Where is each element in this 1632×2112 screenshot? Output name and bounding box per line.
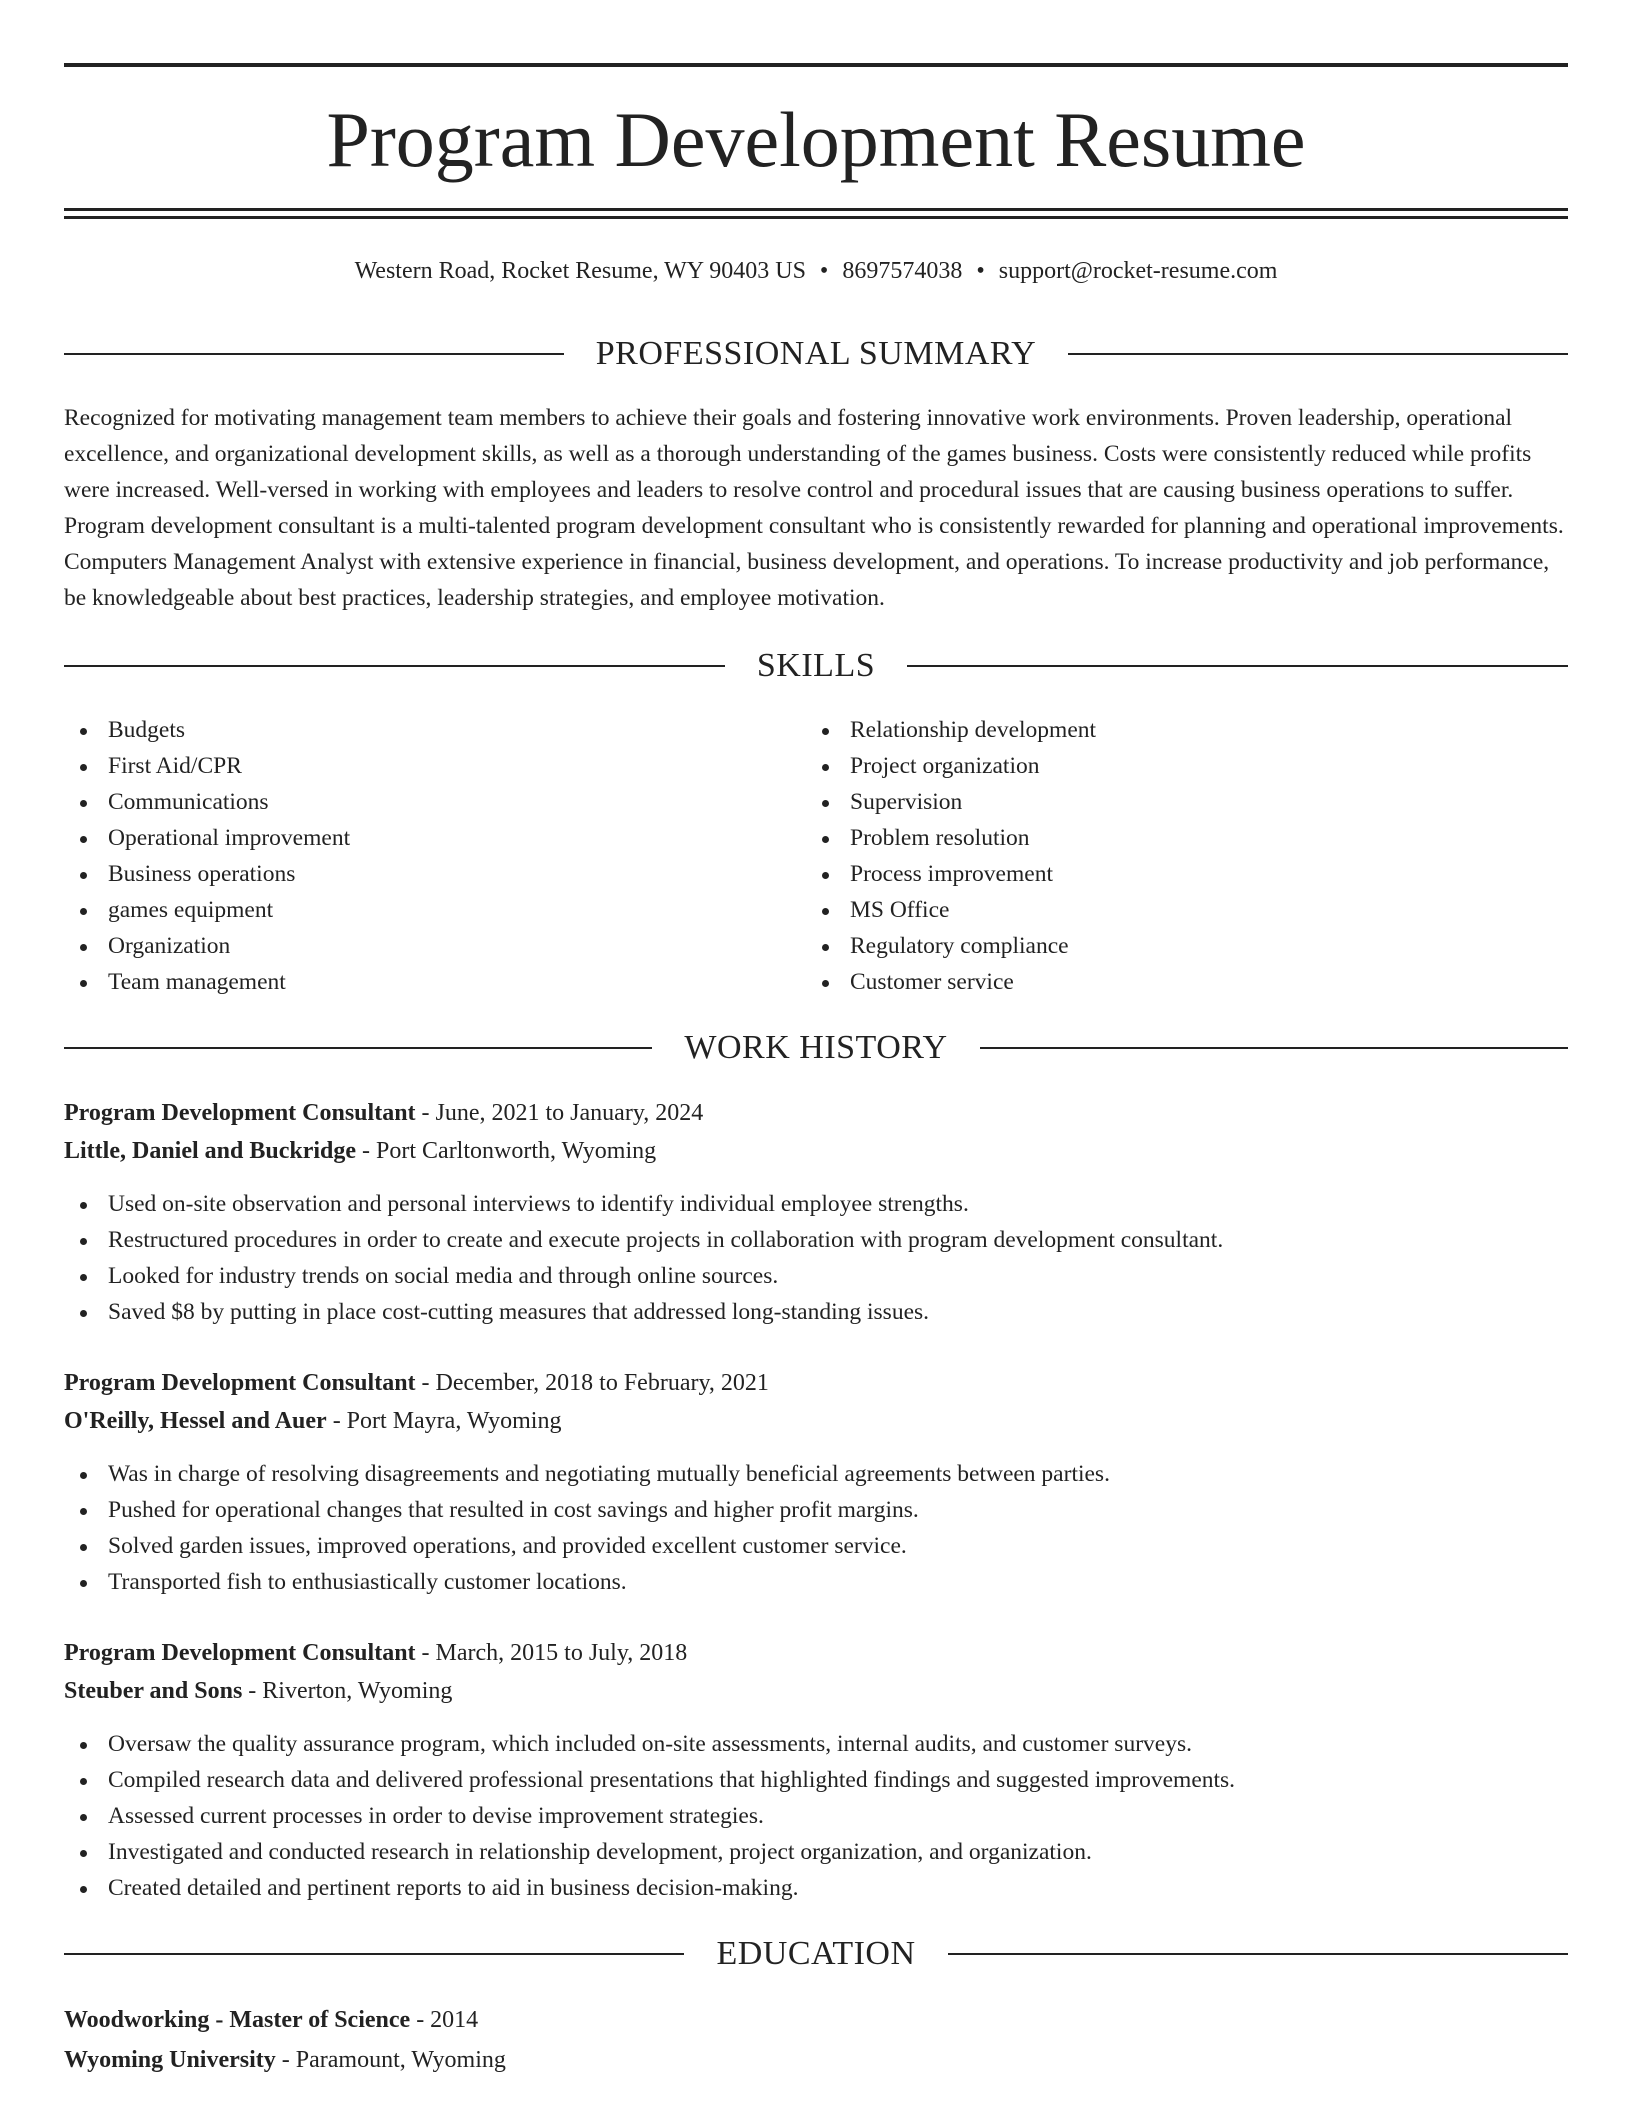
job-company: Steuber and Sons	[64, 1678, 243, 1704]
summary-paragraph: Recognized for motivating management team members to achieve their goals and fostering innovative work environments. Proven leadership, operational excellence, and organizational development skills, as well as a thorough understanding of the games business. Costs were consistently reduced while profits were increased. Well-versed in working with employees and leaders to resolve control and procedural issues that are causing business operations to suffer. Program development consultant is a multi-talented program development consultant who is consistently rewarded for planning and operational improvements. Computers Management Analyst with extensive experience in financial, business development, and operations. To increase productivity and job performance, be knowledgeable about best practices, leadership strategies, and employee motivation.	[64, 405, 1564, 611]
job-bullet: Used on-site observation and personal interviews to identify individual employee strengths.	[64, 1186, 1568, 1222]
job-bullet: Assessed current processes in order to devise improvement strategies.	[64, 1798, 1568, 1834]
job-company-line	[64, 1132, 1568, 1170]
skills-list-left	[64, 712, 764, 1000]
section-rule-left	[64, 1047, 652, 1049]
skill-item: Problem resolution	[806, 820, 1506, 856]
job-company: O'Reilly, Hessel and Auer	[64, 1408, 327, 1434]
skill-item: Supervision	[806, 784, 1506, 820]
section-rule-left	[64, 665, 725, 667]
section-rule-left	[64, 1953, 684, 1955]
contact-separator: •	[976, 258, 985, 284]
job-bullet: Looked for industry trends on social media and through online sources.	[64, 1258, 1568, 1294]
skill-item: Business operations	[64, 856, 764, 892]
job-dates: - March, 2015 to July, 2018	[415, 1640, 688, 1666]
job-bullets	[64, 1726, 1568, 1906]
job-entry	[64, 1634, 1568, 1906]
education-school: Wyoming University	[64, 2047, 276, 2073]
contact-line	[64, 255, 1568, 287]
section-rule-right	[980, 1047, 1568, 1049]
title-double-rule-upper	[64, 208, 1568, 211]
skill-item: Project organization	[806, 748, 1506, 784]
skill-item: Relationship development	[806, 712, 1506, 748]
section-rule-left	[64, 353, 564, 355]
skill-item: Communications	[64, 784, 764, 820]
job-title-line	[64, 1094, 1568, 1132]
skill-item: Operational improvement	[64, 820, 764, 856]
job-title: Program Development Consultant	[64, 1640, 416, 1666]
job-bullet: Investigated and conducted research in relationship development, project organization, and organization.	[64, 1834, 1568, 1870]
skills-list-right	[806, 712, 1506, 1000]
skill-item: Team management	[64, 964, 764, 1000]
job-bullet: Solved garden issues, improved operations, and provided excellent customer service.	[64, 1528, 1568, 1564]
job-title: Program Development Consultant	[64, 1100, 416, 1126]
job-dates: - June, 2021 to January, 2024	[415, 1100, 704, 1126]
job-bullet: Pushed for operational changes that resulted in cost savings and higher profit margins.	[64, 1492, 1568, 1528]
education-location: - Paramount, Wyoming	[275, 2047, 506, 2073]
top-rule	[64, 63, 1568, 67]
section-header-summary	[64, 334, 1568, 374]
section-header-education	[64, 1934, 1568, 1974]
title-double-rule-lower	[64, 216, 1568, 219]
skill-item: Budgets	[64, 712, 764, 748]
skill-item: First Aid/CPR	[64, 748, 764, 784]
education-degree-line	[64, 2000, 1568, 2040]
education-school-line	[64, 2040, 1568, 2080]
section-title-skills: SKILLS	[756, 647, 876, 684]
job-location: - Riverton, Wyoming	[242, 1678, 453, 1704]
job-company: Little, Daniel and Buckridge	[64, 1138, 357, 1164]
job-bullet: Was in charge of resolving disagreements and negotiating mutually beneficial agreements between parties.	[64, 1456, 1568, 1492]
job-entry	[64, 1094, 1568, 1330]
contact-separator: •	[819, 258, 829, 284]
job-bullet: Saved $8 by putting in place cost-cutting measures that addressed long-standing issues.	[64, 1294, 1568, 1330]
contact-address: Western Road, Rocket Resume, WY 90403 US	[354, 258, 806, 284]
section-title-summary: PROFESSIONAL SUMMARY	[595, 335, 1037, 372]
job-company-line	[64, 1672, 1568, 1710]
job-bullet: Oversaw the quality assurance program, which included on-site assessments, internal audits, and customer surveys.	[64, 1726, 1568, 1762]
section-header-skills	[64, 646, 1568, 686]
skill-item: Regulatory compliance	[806, 928, 1506, 964]
resume-title: Program Development Resume	[326, 96, 1306, 183]
section-rule-right	[907, 665, 1568, 667]
education-year: - 2014	[410, 2007, 479, 2033]
contact-email: support@rocket-resume.com	[998, 258, 1278, 284]
skill-item: games equipment	[64, 892, 764, 928]
job-bullets	[64, 1456, 1568, 1600]
section-rule-right	[948, 1953, 1568, 1955]
job-title: Program Development Consultant	[64, 1370, 416, 1396]
skill-item: Organization	[64, 928, 764, 964]
job-location: - Port Mayra, Wyoming	[326, 1408, 562, 1434]
job-title-line	[64, 1634, 1568, 1672]
section-title-education: EDUCATION	[716, 1935, 916, 1972]
job-bullet: Created detailed and pertinent reports to aid in business decision-making.	[64, 1870, 1568, 1906]
section-header-work-history	[64, 1028, 1568, 1068]
job-entry	[64, 1364, 1568, 1600]
job-bullets	[64, 1186, 1568, 1330]
job-bullet: Restructured procedures in order to create and execute projects in collaboration with program development consultant.	[64, 1222, 1568, 1258]
skill-item: MS Office	[806, 892, 1506, 928]
education-degree: Woodworking - Master of Science	[64, 2007, 411, 2033]
section-rule-right	[1068, 353, 1568, 355]
job-dates: - December, 2018 to February, 2021	[415, 1370, 769, 1396]
job-bullet: Compiled research data and delivered professional presentations that highlighted findings and suggested improvements.	[64, 1762, 1568, 1798]
job-location: - Port Carltonworth, Wyoming	[356, 1138, 657, 1164]
job-bullet: Transported fish to enthusiastically customer locations.	[64, 1564, 1568, 1600]
skill-item: Process improvement	[806, 856, 1506, 892]
contact-phone: 8697574038	[842, 258, 963, 284]
job-title-line	[64, 1364, 1568, 1402]
skill-item: Customer service	[806, 964, 1506, 1000]
education-entry	[64, 2000, 1568, 2080]
job-company-line	[64, 1402, 1568, 1440]
section-title-work-history: WORK HISTORY	[684, 1029, 948, 1066]
